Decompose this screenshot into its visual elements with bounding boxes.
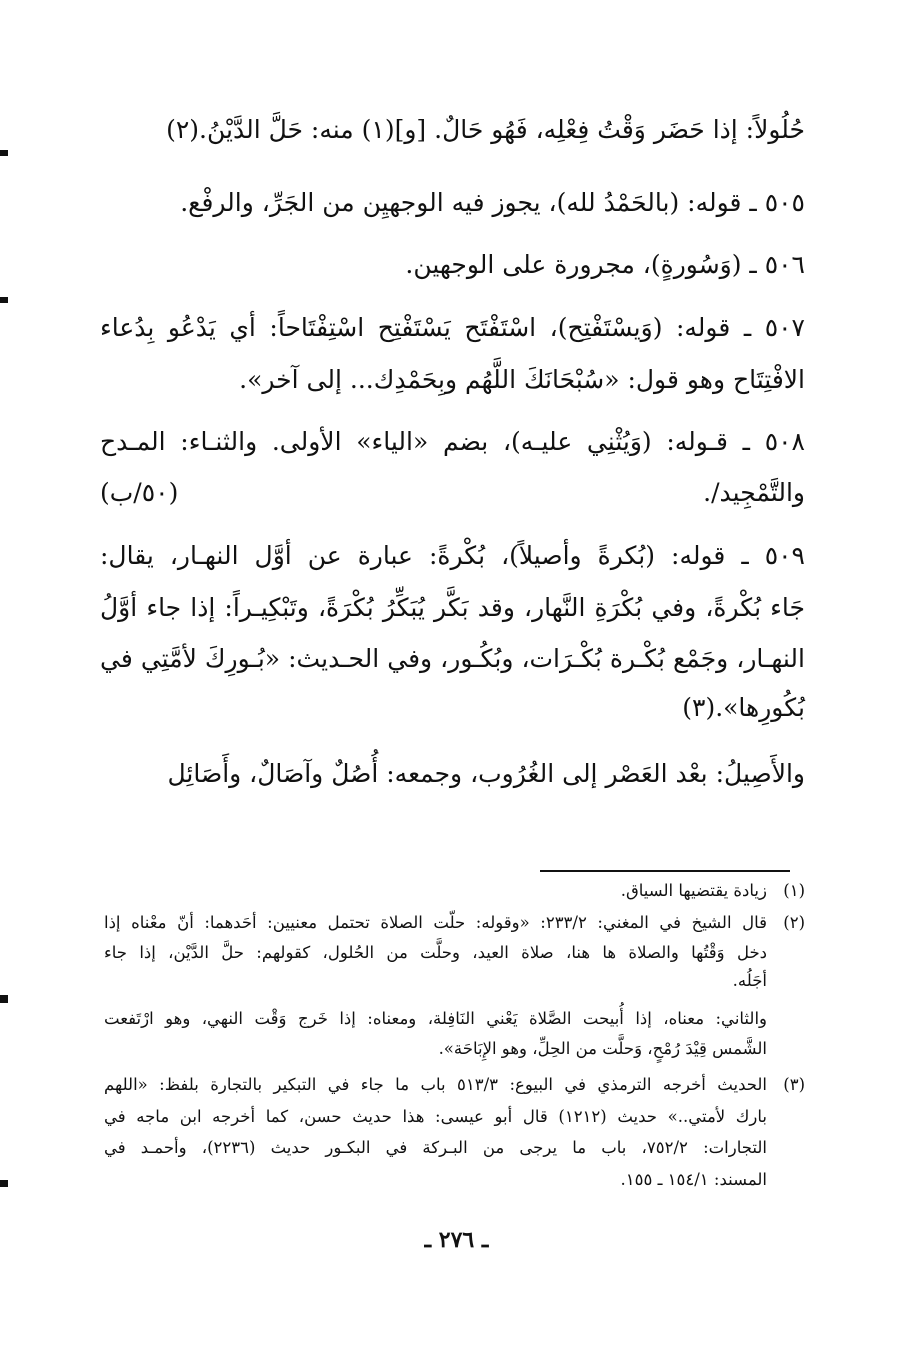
footnote-line: زيادة يقتضيها السياق. [620, 881, 767, 900]
footnote-line: الحديث أخرجه الترمذي في البيوع: ٥١٣/٣ باب ما جاء في التبكير بالتجارة بلفظ: «اللهم [104, 1075, 767, 1094]
body-line: ٥٠٦ ـ (وَسُورةٍ)، مجرورة على الوجهين. [405, 250, 805, 279]
footnote-line: المسند: ١٥٤/١ ـ ١٥٥. [620, 1170, 767, 1189]
scan-edge-mark [0, 150, 8, 156]
body-line: ٥٠٩ ـ قوله: (بُكرةً وأصيلاً)، بُكْرةً: عبارة عن أوَّل النهـار، يقال: [100, 541, 805, 570]
footnote-line: أجَلُه. [732, 971, 767, 990]
footnote-number: (١) [783, 881, 805, 900]
footnote-line: التجارات: ٧٥٢/٢، باب ما يرجى من البـركة في البكـور حديث (٢٢٣٦)، وأحمـد في [104, 1138, 767, 1157]
scan-edge-mark [0, 995, 8, 1003]
body-line: ٥٠٨ ـ قـوله: (وَيُثْنِي عليـه)، بضم «الياء» الأولى. والثنـاء: المـدح [100, 427, 805, 456]
scan-edge-mark [0, 297, 8, 303]
page-number: ـ ٢٧٦ ـ [424, 1227, 489, 1253]
body-line: الافْتِتَاح وهو قول: «سُبْحَانَكَ اللَّهُم وبِحَمْدِك... إلى آخر». [239, 365, 805, 394]
body-line: حُلُولاً: إذا حَضَر وَقْتُ فِعْلِه، فَهُو حَالٌ. [و](١) منه: حَلَّ الدَّيْنُ.(٢) [166, 115, 805, 144]
footnote-line: قال الشيخ في المغني: ٢٣٣/٢: «وقوله: حلّت الصلاة تحتمل معنيين: أحَدهما: أنّ معْناه إذا [104, 913, 767, 932]
body-line: ٥٠٥ ـ قوله: (بالحَمْدُ لله)، يجوز فيه الوجهيِن من الجَرِّ، والرفْع. [180, 188, 805, 217]
body-line: جَاء بُكْرةً، وفي بُكْرَةِ النَّهار، وقد بَكَّر يُبَكِّرُ بُكْرَةً، وتَبْكِيـراً: إذا جاء أوَّلُ [100, 593, 805, 622]
body-line: النهـار، وجَمْع بُكْـرة بُكْـرَات، وبُكُـور، وفي الحـديث: «بُـورِكَ لأمَّتِي في [100, 644, 805, 673]
footnote-number: (٣) [783, 1075, 805, 1094]
footnote-line: الشَّمس قِيْدَ رُمْحٍ، وَحلَّت من الحِلِّ، وهو الإِبَاحَة». [438, 1039, 767, 1058]
footnote-number: (٢) [783, 913, 805, 932]
body-line: ٥٠٧ ـ قوله: (وَيسْتَفْتِح)، اسْتَفْتَح يَسْتَفْتِح اسْتِفْتَاحاً: أي يَدْعُو بِدُعاء [100, 313, 805, 342]
footnote-line: بارك لأمتي..» حديث (١٢١٢) قال أبو عيسى: هذا حديث حسن، كما أخرجه ابن ماجه في [104, 1107, 767, 1126]
scan-edge-mark [0, 1180, 8, 1187]
body-line: والأَصِيلُ: بعْد العَصْر إلى الغُرُوب، وجمعه: أُصُلٌ وآصَالٌ، وأَصَائِل [167, 759, 805, 788]
footnote-line: والثاني: معناه، إذا أُبيحت الصَّلاة يَعْني النَافِلة، ومعناه: إذا خَرج وَقْت النهي، وهو ارْتَفعت [104, 1009, 767, 1028]
body-line: والتَّمْجِيد/. (٥٠/ب) [100, 478, 805, 507]
footnote-separator [540, 870, 790, 872]
body-line: بُكُورِها».(٣) [682, 693, 805, 722]
footnote-line: دخل وَقْتُها والصلاة ها هنا، صلاة العيد، وحلَّت من الحُلول، كقولهم: حلَّ الدَّيْن، إذا جاء [104, 943, 767, 962]
